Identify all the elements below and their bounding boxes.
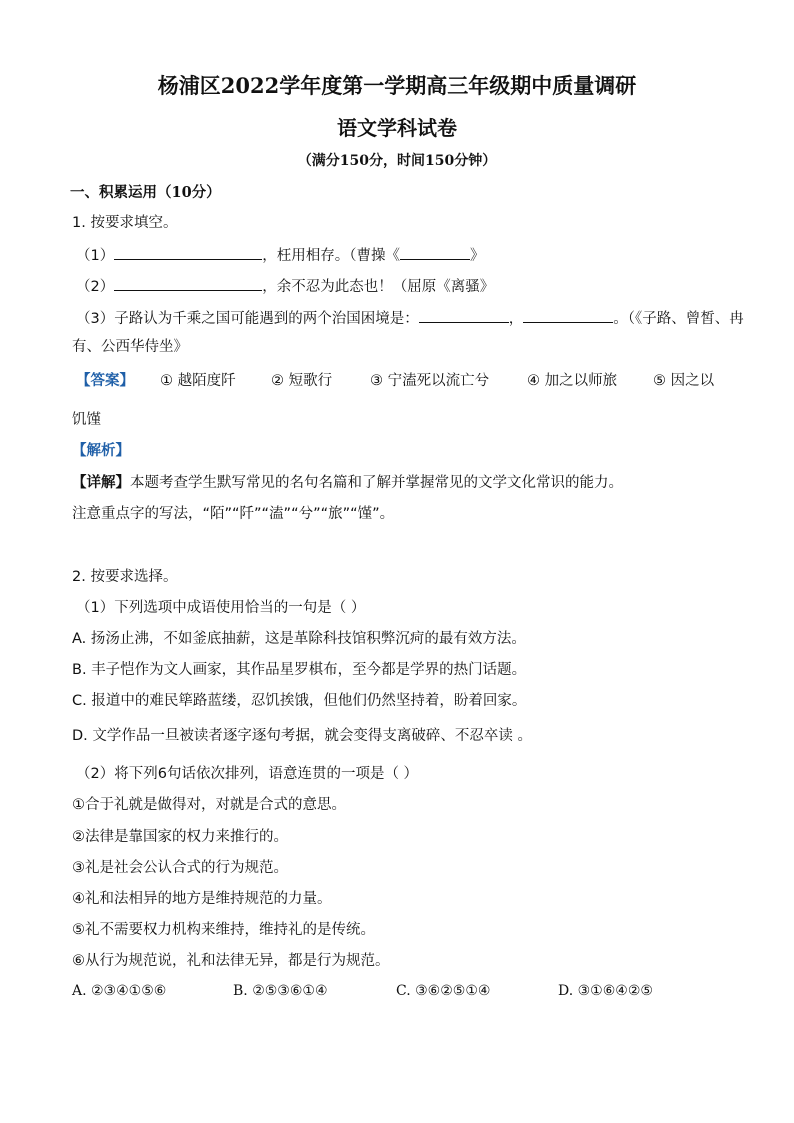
- exam-title: 杨浦区2022学年度第一学期高三年级期中质量调研: [157, 73, 637, 98]
- score-time-note: （满分150分，时间150分钟）: [297, 153, 497, 169]
- q1-line-3: [76, 307, 744, 329]
- q1-3-end: 。（《子路、曾皙、冉: [613, 311, 744, 327]
- sentence-4: ④礼和法相异的地方是维持规范的力量。: [72, 891, 332, 907]
- q1-1-end: 》: [469, 248, 485, 264]
- sentence-2: ②法律是靠国家的权力来推行的。: [72, 829, 288, 845]
- answer-item: ② 短歌行: [271, 373, 333, 389]
- order-option-c: C. ③⑥②⑤①④: [396, 983, 491, 999]
- q1-1-text: ，枉用相存。（曹操《: [262, 248, 400, 264]
- q1-1-number: （1）: [76, 248, 115, 264]
- sentence-3: ③礼是社会公认合式的行为规范。: [72, 860, 288, 876]
- order-option-b: B. ②⑤③⑥①④: [233, 983, 328, 999]
- detail-line: [72, 473, 623, 493]
- q1-2-number: （2）: [76, 279, 115, 295]
- sentence-5: ⑤礼不需要权力机构来维持，维持礼的是传统。: [72, 922, 375, 938]
- answer-item: ④ 加之以师旅: [527, 373, 618, 389]
- q2-1-question: （1）下列选项中成语使用恰当的一句是（ ）: [76, 600, 366, 616]
- option-a: A. 扬汤止沸，不如釜底抽薪，这是革除科技馆积弊沉疴的最有效方法。: [72, 631, 526, 647]
- order-option-d: D. ③①⑥④②⑤: [558, 983, 653, 999]
- sentence-1: ①合于礼就是做得对，对就是合式的意思。: [72, 797, 346, 813]
- q1-3-text: （3）子路认为千乘之国可能遇到的两个治国困境是：: [76, 311, 419, 327]
- detail-note: 注意重点字的写法，“陌”“阡”“溘”“兮”“旅”“馑”。: [72, 506, 395, 522]
- option-d: D. 文学作品一旦被读者逐字逐句考据，就会变得支离破碎、不忍卒读 。: [72, 728, 532, 744]
- order-option-a: A. ②③④①⑤⑥: [72, 983, 167, 999]
- q1-line-1: [76, 244, 484, 266]
- fill-blank[interactable]: [114, 275, 262, 291]
- option-c: C. 报道中的难民筚路蓝缕，忍饥挨饿，但他们仍然坚持着，盼着回家。: [72, 693, 527, 709]
- fill-blank[interactable]: [400, 244, 470, 260]
- q1-line-3-cont: 有、公西华侍坐》: [72, 339, 188, 355]
- analysis-tag: 【解析】: [72, 443, 130, 459]
- answer-tag: 【答案】: [76, 373, 134, 389]
- answer-item: ① 越陌度阡: [160, 373, 236, 389]
- fill-blank[interactable]: [419, 307, 509, 323]
- fill-blank[interactable]: [523, 307, 613, 323]
- q1-2-text: ，余不忍为此态也！（屈原《离骚》: [262, 279, 495, 295]
- option-b: B. 丰子恺作为文人画家，其作品星罗棋布，至今都是学界的热门话题。: [72, 662, 527, 678]
- q2-2-question: （2）将下列6句话依次排列，语意连贯的一项是（ ）: [76, 766, 419, 782]
- q2-stem: 2. 按要求选择。: [72, 569, 178, 585]
- detail-text: 本题考查学生默写常见的名句名篇和了解并掌握常见的文学文化常识的能力。: [130, 475, 623, 491]
- detail-tag: 【详解】: [72, 475, 130, 491]
- fill-blank[interactable]: [114, 244, 262, 260]
- answer-cont: 饥馑: [72, 412, 101, 428]
- q1-stem: 1. 按要求填空。: [72, 215, 178, 231]
- sentence-6: ⑥从行为规范说，礼和法律无异，都是行为规范。: [72, 953, 390, 969]
- q1-line-2: [76, 275, 494, 297]
- answer-item: ③ 宁溘死以流亡兮: [370, 373, 490, 389]
- subject-title: 语文学科试卷: [337, 116, 457, 140]
- section-heading: 一、积累运用（10分）: [70, 184, 221, 201]
- answer-item: ⑤ 因之以: [653, 373, 715, 389]
- q1-3-comma: ，: [508, 311, 524, 327]
